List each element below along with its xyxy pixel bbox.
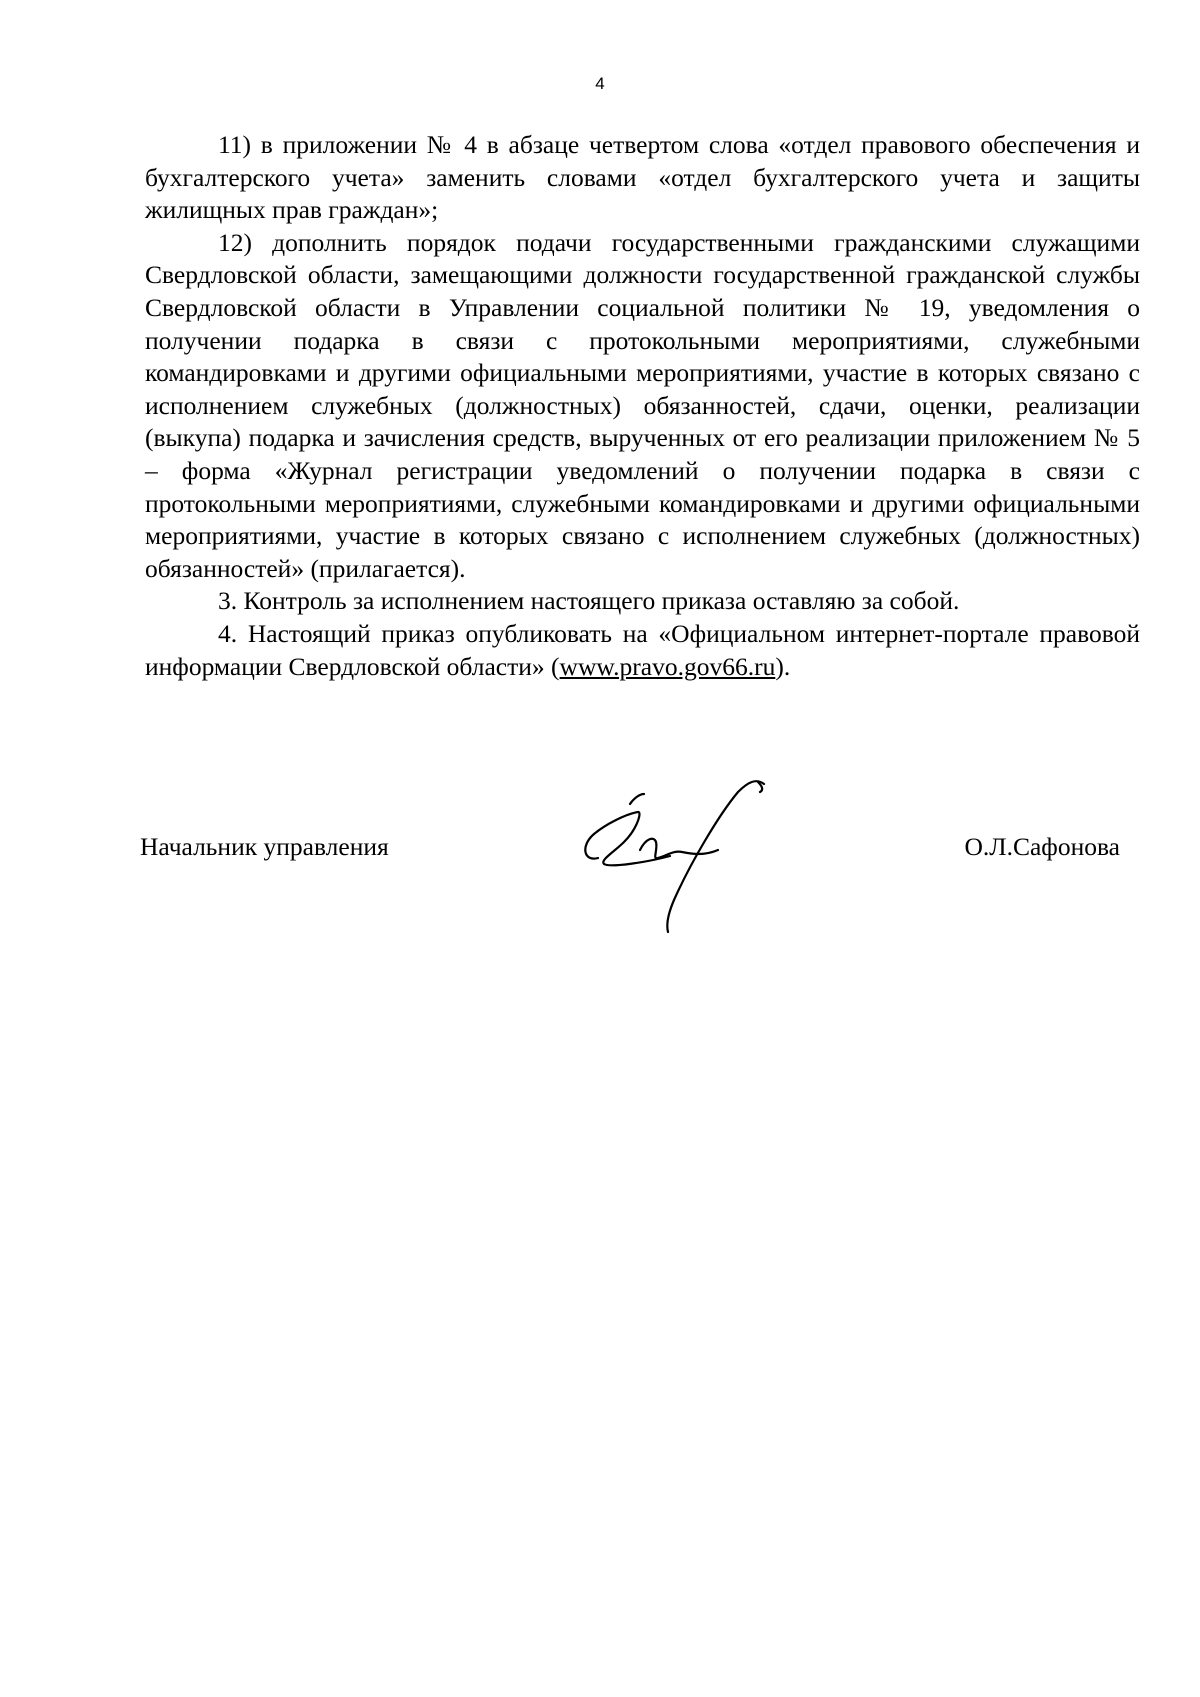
paragraph-tail: ). [775, 651, 791, 681]
paragraph-item-11 [145, 129, 1140, 227]
signer-name: О.Л.Сафонова [964, 832, 1120, 861]
paragraph-control [145, 585, 1140, 618]
paragraph-text: 12) дополнить порядок подачи государственными гражданскими служащими Свердловской области, замещающими должности государственной гражданской службы Свердловской области в Управлении социальной политики № 19, уведомления о получении подарка в связи с протокольными мероприятиями, служебными командировками и другими официальными мероприятиями, участие в которых связано с исполнением служебных (должностных) обязанностей, сдачи, оценки, реализации (выкупа) подарка и зачисления средств, вырученных от его реализации приложением № 5 – форма «Журнал регистрации уведомлений о получении подарка в связи с протокольными мероприятиями, служебными командировками и другими официальными мероприятиями, участие в которых связано с исполнением служебных (должностных) обязанностей» (прилагается). [145, 227, 1140, 583]
paragraph-publish [145, 618, 1140, 683]
signer-position: Начальник управления [140, 832, 389, 861]
paragraph-text: 3. Контроль за исполнением настоящего приказа оставляю за собой. [218, 586, 960, 616]
portal-link[interactable]: www.pravo.gov66.ru [559, 651, 776, 681]
handwritten-signature [578, 776, 788, 936]
paragraph-text: 11) в приложении № 4 в абзаце четвертом слова «отдел правового обеспечения и бухгалтерского учета» заменить словами «отдел бухгалтерского учета и защиты жилищных прав граждан»; [145, 130, 1140, 225]
paragraph-text: 4. Настоящий приказ опубликовать на «Официальном интернет-портале правовой информации Свердловской области» ( [145, 618, 1140, 681]
document-body [145, 129, 1140, 683]
page-number: 4 [595, 74, 605, 93]
paragraph-item-12 [145, 227, 1140, 586]
